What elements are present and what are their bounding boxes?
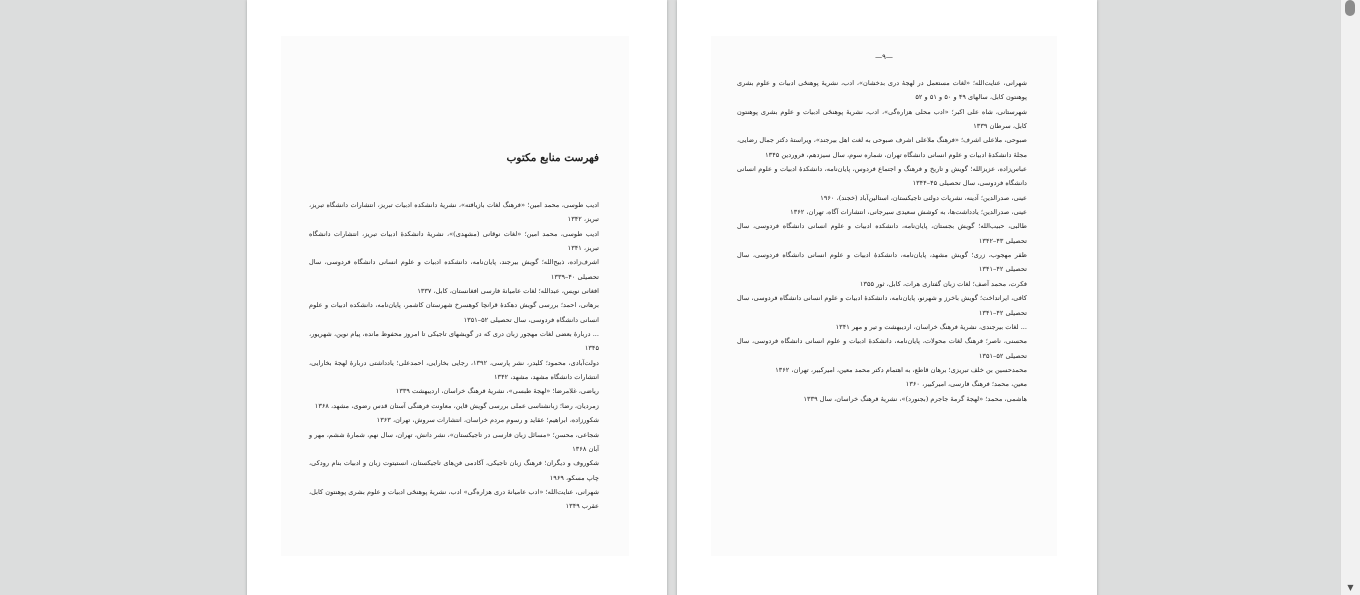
bibliography-entry: فکرت، محمد آصف؛ لغات زبان گفتاری هرات، کابل، ثور ۱۳۵۵ <box>859 279 1027 288</box>
bibliography-entry: صبوحی، ملاعلی اشرف؛ «فرهنگ ملاعلی اشرف صبوحی به لغت اهل بیرجند»، ویراستهٔ دکتر جمال رضایی، مجلهٔ دانشکدهٔ ادبیات و علوم انسانی دانشگاه تهران، شماره سوم، سال سیزدهم، فروردین ۱۳۴۵ <box>737 136 1027 159</box>
bibliography-entry: ... لغات بیرجندی، نشریهٔ فرهنگ خراسان، اردیبهشت و تیر و مهر ۱۳۴۱ <box>835 322 1027 331</box>
bibliography-entry: محمدحسین بن خلف تبریزی؛ برهان قاطع، به اهتمام دکتر محمد معین، امیرکبیر، تهران، ۱۳۶۲ <box>775 365 1027 374</box>
bibliography-entry: معین، محمد؛ فرهنگ فارسی، امیرکبیر، ۱۳۶۰ <box>905 380 1027 389</box>
bibliography-entry: شکورزاده، ابراهیم؛ عقاید و رسوم مردم خراسان، انتشارات سروش، تهران، ۱۳۶۳ <box>376 416 599 425</box>
bibliography-entry: شهرانی، عنایت‌الله؛ «لغات مستعمل در لهجهٔ دری بدخشان»، ادب، نشریهٔ پوهنځی ادبیات و علوم بشری پوهنتون کابل، سالهای ۴۹ و ۵۰ و ۵۱ و ۵۲ <box>737 79 1027 102</box>
document-page-left <box>247 0 667 595</box>
bibliography-entry: شهرستانی، شاه علی اکبر؛ «ادب محلی هزاره‌گی»، ادب، نشریهٔ پوهنځی ادبیات و علوم بشری پوهنتون کابل، سرطان ۱۳۳۹ <box>737 107 1027 131</box>
bibliography-entry: محسنی، ناصر؛ فرهنگ لغات محولات، پایان‌نامه، دانشکدهٔ ادبیات و علوم انسانی دانشگاه فردوسی، سال تحصیلی ۵۲–۱۳۵۱ <box>737 337 1027 360</box>
page-heading: فهرست منابع مکتوب <box>506 152 599 164</box>
bibliography-entry: زمردیان، رضا؛ زبانشناسی عملی بررسی گویش قاین، معاونت فرهنگی آستان قدس رضوی، مشهد، ۱۳۶۸ <box>314 401 599 410</box>
vertical-scrollbar[interactable] <box>1340 0 1360 595</box>
bibliography-entry: طالبی، حبیب‌الله؛ گویش بجستان، پایان‌نامه، دانشکده ادبیات و علوم انسانی دانشگاه فردوسی، سال تحصیلی ۴۳–۱۳۴۲ <box>737 222 1027 245</box>
bibliography-entry: ریاضی، غلامرضا؛ «لهجهٔ طبسی»، نشریهٔ فرهنگ خراسان، اردیبهشت ۱۳۳۹ <box>395 387 599 396</box>
document-page-right <box>677 0 1097 595</box>
scrollbar-thumb[interactable] <box>1345 0 1355 16</box>
bibliography-entry: ... دربارهٔ بعضی لغات مهجور زبان دری که در گویشهای تاجیکی تا امروز محفوظ مانده، پیام نوین، شهریور، ۱۳۴۵ <box>309 330 599 353</box>
bibliography-entry: شجاعی، محسن؛ «مسائل زبان فارسی در تاجیکستان»، نشر دانش، تهران، سال نهم، شمارهٔ ششم، مهر و آبان ۱۳۶۸ <box>309 430 599 453</box>
scanned-page-image <box>711 36 1057 556</box>
bibliography-entry: عینی، صدرالدین؛ یادداشت‌ها، به کوشش سعیدی سیرجانی، انتشارات آگاه، تهران، ۱۳۶۲ <box>790 208 1027 217</box>
bibliography-entry: شکوروف و دیگران؛ فرهنگ زبان تاجیکی، آکادمی فن‌های تاجیکستان، انستیتوت زبان و ادبیات بنام رودکی، چاپ مسکو، ۱۹۶۹ <box>309 459 599 482</box>
bibliography-entry: شهرانی، عنایت‌الله؛ «ادب عامیانهٔ دری هزاره‌گی» ادب، نشریهٔ پوهنځی ادبیات و علوم بشری پوهنتون کابل، عقرب ۱۳۴۹ <box>309 487 599 511</box>
bibliography-list <box>309 198 599 514</box>
page-number: —۹— <box>875 53 893 61</box>
scroll-down-icon[interactable]: ▼ <box>1347 583 1354 592</box>
bibliography-entry: دولت‌آبادی، محمود؛ کلیدر، نشر پارسی، ۱۳۹۲، رجایی بخارایی، احمدعلی؛ یادداشتی دربارهٔ لهجهٔ بخارایی، انتشارات دانشگاه مشهد، مشهد، ۱۳۴۲ <box>309 358 599 382</box>
scanned-page-image <box>281 36 629 556</box>
bibliography-entry: عباس‌زاده، عزیزالله؛ گویش و تاریخ و فرهنگ و اجتماع فردوس، پایان‌نامه، دانشکدهٔ ادبیات و علوم انسانی دانشگاه فردوسی، سال تحصیلی ۴۵–۱۳۴۴ <box>737 165 1027 188</box>
bibliography-entry: عینی، صدرالدین؛ آدینه، نشریات دولتی تاجیکستان، استالین‌آباد (خجند)، ۱۹۶۰ <box>820 193 1027 202</box>
bibliography-list <box>737 76 1027 406</box>
bibliography-entry: ظفر مهجوب، زری؛ گویش مشهد، پایان‌نامه، دانشکدهٔ ادبیات و علوم انسانی دانشگاه فردوسی، سال تحصیلی ۴۲–۱۳۴۱ <box>737 251 1027 274</box>
bibliography-entry: اشرف‌زاده، ذبیح‌الله؛ گویش بیرجند، پایان‌نامه، دانشکده ادبیات و علوم انسانی دانشگاه فردوسی، سال تحصیلی ۴۰–۱۳۳۹ <box>309 258 599 281</box>
bibliography-entry: ادیب طوسی، محمد امین؛ «لغات نوقانی (مشهدی)»، نشریهٔ دانشکدهٔ ادبیات تبریز، انتشارات دانشگاه تبریز، ۱۳۴۱ <box>309 229 599 253</box>
bibliography-entry: هاشمی، محمد؛ «لهجهٔ گرمهٔ جاجرم (بجنورد)»، نشریهٔ فرهنگ خراسان، سال ۱۳۳۹ <box>803 394 1027 403</box>
bibliography-entry: کافی، ایرانداخت؛ گویش باخرز و شهرنو، پایان‌نامه، دانشکدهٔ ادبیات و علوم انسانی دانشگاه فردوسی، سال تحصیلی ۴۲–۱۳۴۱ <box>737 294 1027 317</box>
bibliography-entry: برهانی، احمد؛ بررسی گویش دهکدهٔ قرانچا کوهسرخ شهرستان کاشمر، پایان‌نامه، دانشکده ادبیات و علوم انسانی دانشگاه فردوسی، سال تحصیلی ۵۲–۱۳۵۱ <box>309 301 599 324</box>
bibliography-entry: افغانی نویس، عبدالله؛ لغات عامیانهٔ فارسی افغانستان، کابل، ۱۳۳۷ <box>417 287 599 296</box>
bibliography-entry: ادیب طوسی، محمد امین؛ «فرهنگ لغات بازیافته»، نشریهٔ دانشکده ادبیات تبریز، انتشارات دانشگاه تبریز، تبریز، ۱۳۴۲ <box>309 201 599 224</box>
